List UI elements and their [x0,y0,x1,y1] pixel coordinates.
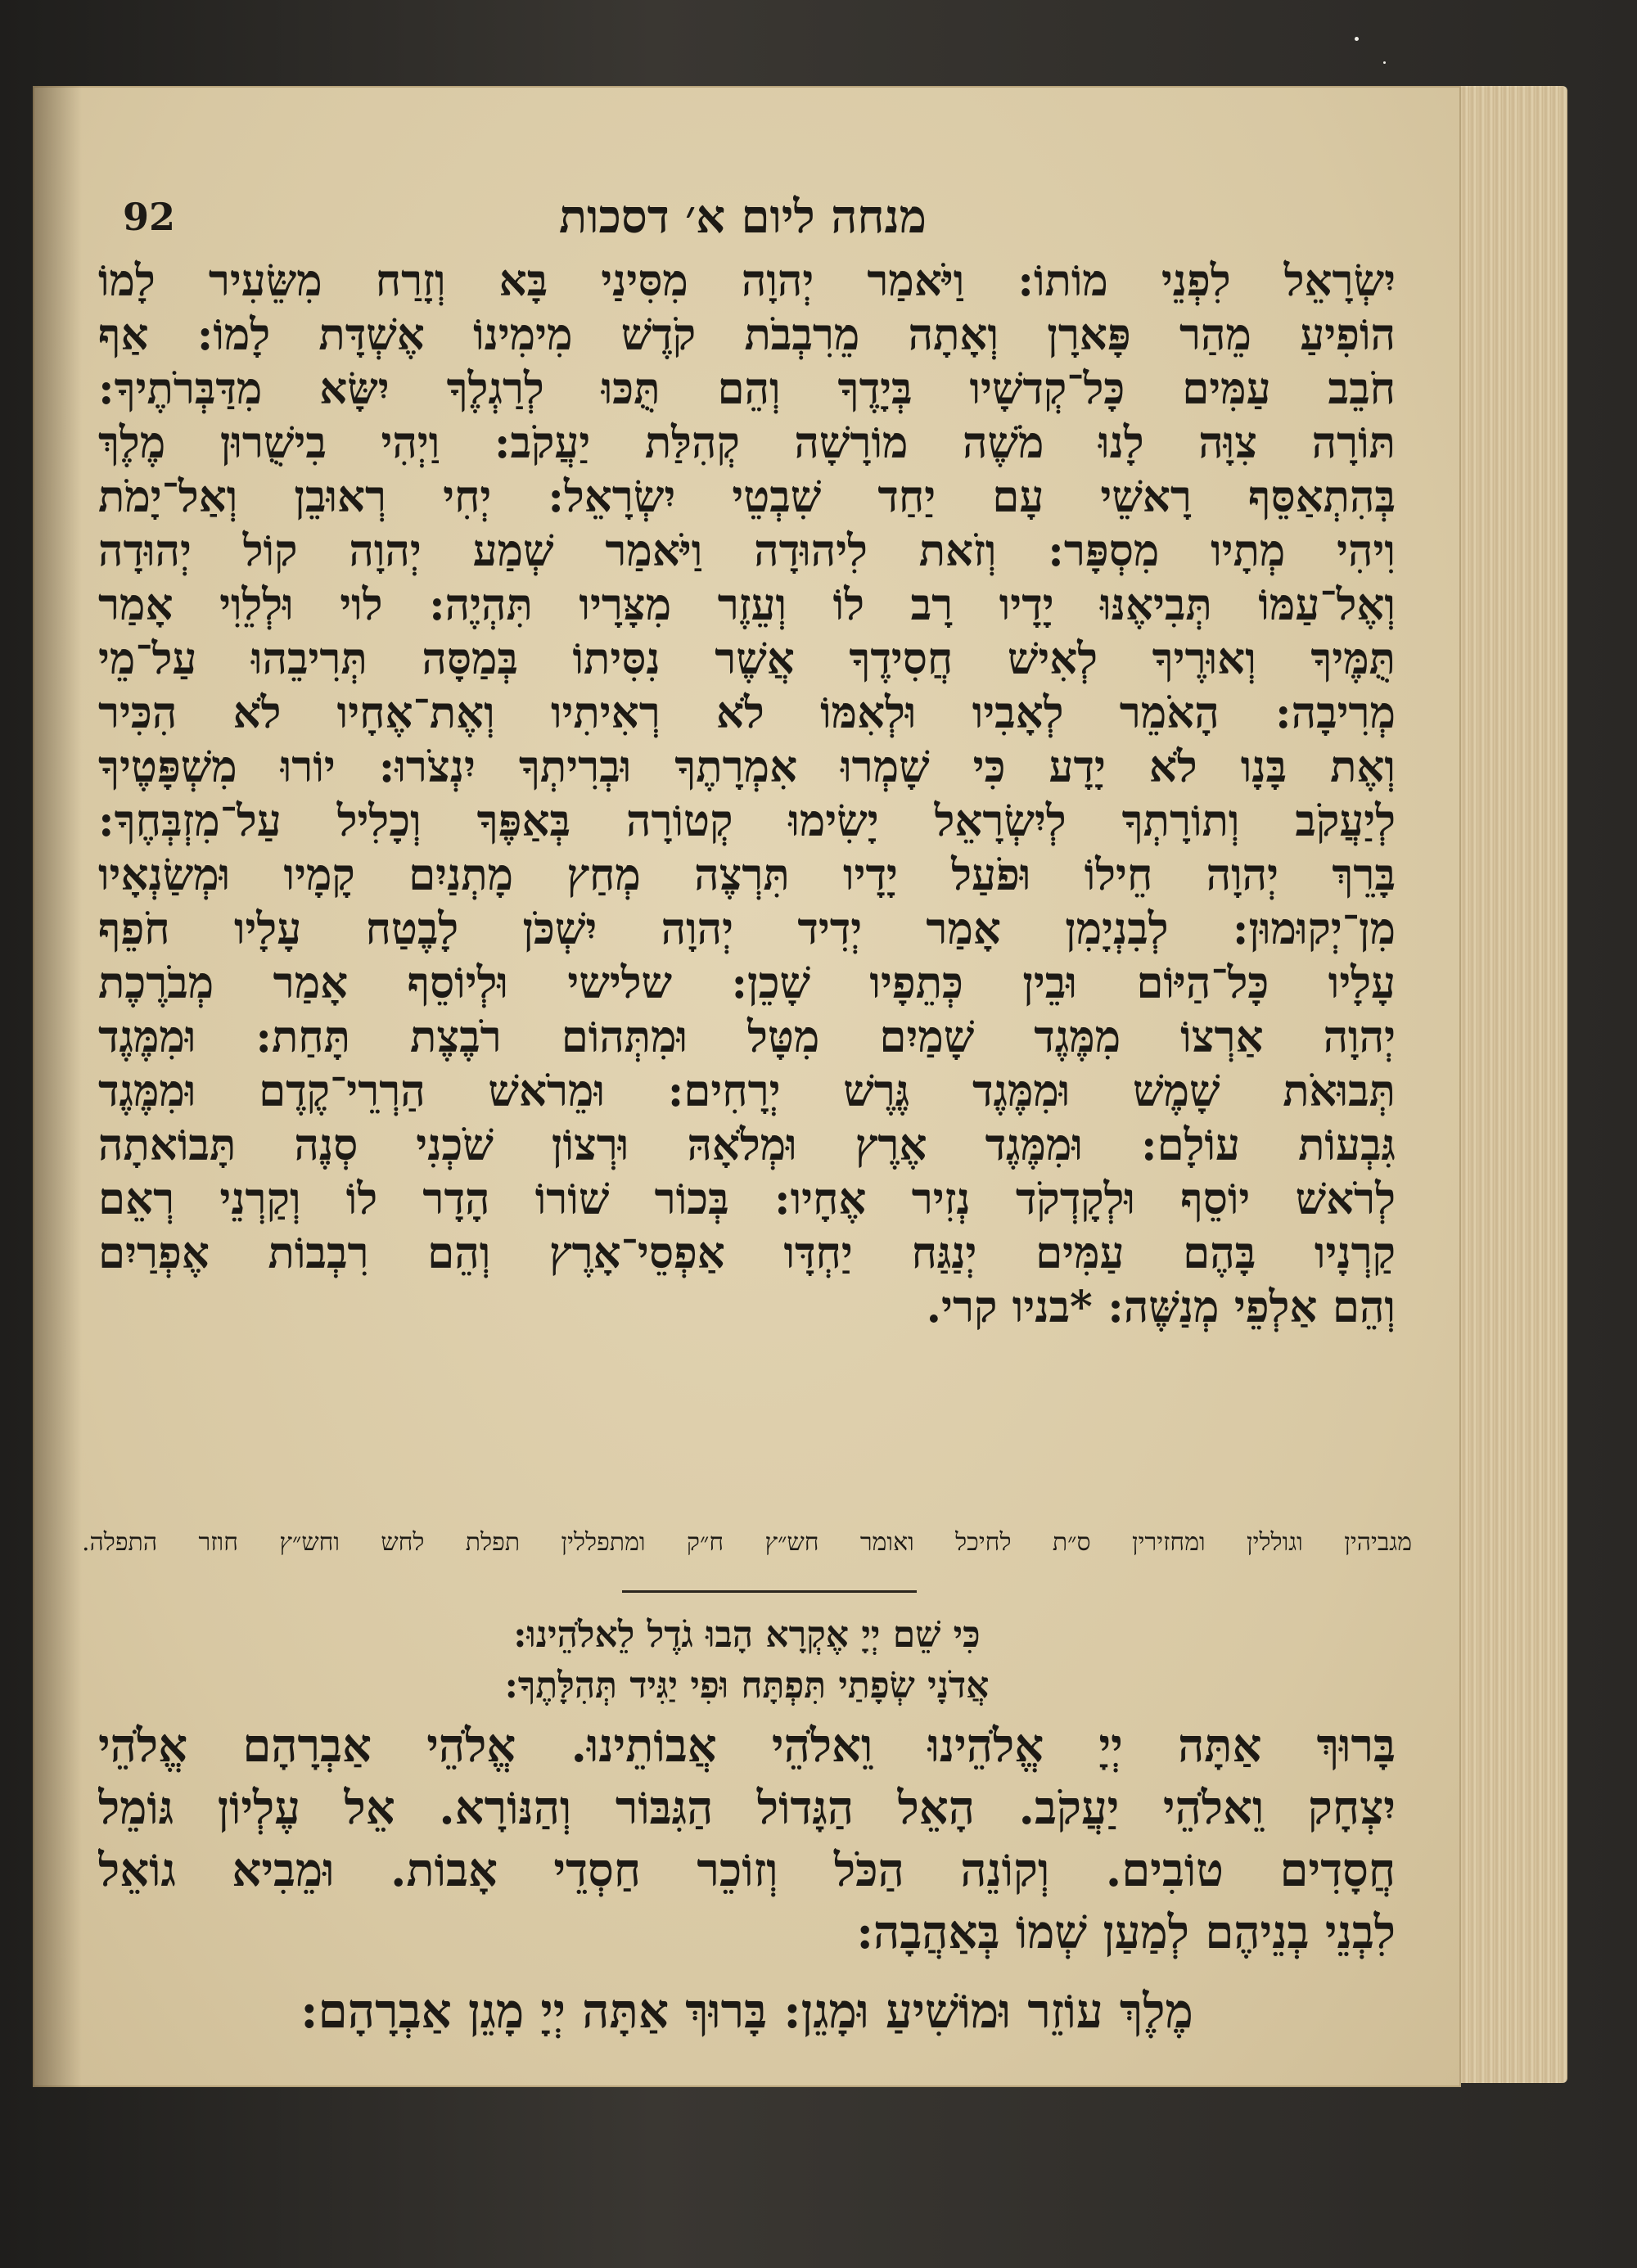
text-line: יְהוָה אַרְצוֹ מִמֶּגֶד שָׁמַיִם מִטָּל וּמִתְּהוֹם רֹבֶצֶת תָּחַת: וּמִמֶּגֶד [98,1012,1396,1062]
instruction-note: מגביהין וגוללין ומחזירין ס״ת לחיכל ואומר חש״ץ ח״ק ומתפללין תפלת לחש וחש״ץ חוזר התפלה. [82,1528,1412,1557]
text-line: וְאֶל־עַמּוֹ תְּבִיאֶנּוּ יָדָיו רָב לוֹ וְעֵזֶר מִצָּרָיו תִּהְיֶה: לוי וּלְלֵוִי אָמַר [98,579,1396,630]
text-line: עָלָיו כָּל־הַיּוֹם וּבֵין כְּתֵפָיו שָׁכֵן: שלישי וּלְיוֹסֵף אָמַר מְבֹרֶכֶת [98,958,1396,1008]
blessing-line: לִבְנֵי בְנֵיהֶם לְמַעַן שְׁמוֹ בְּאַהֲבָה: [856,1905,1396,1959]
text-line: לְרֹאשׁ יוֹסֵף וּלְקָדְקֹד נְזִיר אֶחָיו: בְּכוֹר שׁוֹרוֹ הָדָר לוֹ וְקַרְנֵי רְאֵם [98,1174,1396,1224]
text-line: לְיַעֲקֹב וְתוֹרָתְךָ לְיִשְׂרָאֵל יָשִׂימוּ קְטוֹרָה בְּאַפֶּךָ וְכָלִיל עַל־מִזְבְּחֶךָ: [98,796,1396,846]
text-line: וִיהִי מְתָיו מִסְפָּר: וְזֹאת לִיהוּדָה וַיֹּאמַר שְׁמַע יְהוָה קוֹל יְהוּדָה [98,525,1396,576]
text-line: וְהֵם אַלְפֵי מְנַשֶּׁה: *בניו קרי. [926,1282,1396,1332]
text-line: קַרְנָיו בָּהֶם עַמִּים יְנַגַּח יַחְדָּו אַפְסֵי־אָרֶץ וְהֵם רִבְבוֹת אֶפְרַיִם [98,1228,1396,1278]
section-divider [622,1590,917,1593]
text-line: בְּהִתְאַסֵּף רָאשֵׁי עָם יַחַד שִׁבְטֵי יִשְׂרָאֵל: יְחִי רְאוּבֵן וְאַל־יָמֹת [98,471,1396,522]
running-title: מנחה ליום א׳ דסכות [559,190,927,244]
text-line: יִשְׂרָאֵל לִפְנֵי מוֹתוֹ: וַיֹּאמַר יְהוָה מִסִּינַי בָּא וְזָרַח מִשֵּׂעִיר לָמוֹ [98,255,1396,306]
text-line: תּוֹרָה צִוָּה לָנוּ מֹשֶׁה מוֹרָשָׁה קְהִלַּת יַעֲקֹב: וַיְהִי בִישֻׁרוּן מֶלֶךְ [98,417,1396,468]
text-line: הוֹפִיעַ מֵהַר פָּארָן וְאָתָה מֵרִבְבֹת קֹדֶשׁ מִימִינוֹ אֶשְׁדָּת לָמוֹ: אַף [98,309,1396,360]
text-line: תְּבוּאֹת שָׁמֶשׁ וּמִמֶּגֶד גֶּרֶשׁ יְרָחִים: וּמֵרֹאשׁ הַרְרֵי־קֶדֶם וּמִמֶּגֶד [98,1066,1396,1116]
main-text-block [98,254,1396,1334]
closing-line: מֶלֶךְ עוֹזֵר וּמוֹשִׁיעַ וּמָגֵן: בָּרוּךְ אַתָּה יְיָ מָגֵן אַבְרָהָם: [300,1983,1193,2039]
book-page [33,86,1461,2087]
page-number: 92 [123,195,176,239]
text-line: גִּבְעוֹת עוֹלָם: וּמִמֶּגֶד אֶרֶץ וּמְלֹאָהּ וּרְצוֹן שֹׁכְנִי סְנֶה תָּבוֹאתָה [98,1120,1396,1170]
text-line: בָּרֵךְ יְהוָה חֵילוֹ וּפֹעַל יָדָיו תִּרְצֶה מְחַץ מָתְנַיִם קָמָיו וּמְשַׂנְאָיו [98,850,1396,900]
text-line: חֹבֵב עַמִּים כָּל־קְדשָׁיו בְּיָדֶךָ וְהֵם תֻּכּוּ לְרַגְלֶךָ יִשָּׂא מִדַּבְּרֹתֶיךָ: [98,363,1396,414]
verses-block [278,1610,1215,1711]
dust-speck [1355,37,1359,41]
dust-speck [1383,61,1386,64]
text-line: מִן־יְקוּמוּן: לְבִנְיָמִן אָמַר יְדִיד יְהוָה יִשְׁכֹּן לָבֶטַח עָלָיו חֹפֵף [98,904,1396,954]
page-header [123,180,1363,254]
blessing-line: חֲסָדִים טוֹבִים. וְקוֹנֵה הַכֹּל וְזוֹכֵר חַסְדֵי אָבוֹת. וּמֵבִיא גוֹאֵל [98,1843,1396,1897]
blessing-line: יִצְחָק וֵאלֹהֵי יַעֲקֹב. הָאֵל הַגָּדוֹל הַגִּבּוֹר וְהַנּוֹרָא. אֵל עֶלְיוֹן גּוֹמֵל [98,1781,1396,1835]
text-line: תֻּמֶּיךָ וְאוּרֶיךָ לְאִישׁ חֲסִידֶךָ אֲשֶׁר נִסִּיתוֹ בְּמַסָּה תְּרִיבֵהוּ עַל־מֵי [98,634,1396,684]
verse-line: כִּי שֵׁם יְיָ אֶקְרָא הָבוּ גֹדֶל לֵאלֹהֵינוּ: [513,1614,981,1656]
page-gutter-shadow [33,86,82,2087]
blessing-block [98,1715,1396,1964]
verse-line: אֲדֹנָי שְׂפָתַי תִּפְתָּח וּפִי יַגִּיד תְּהִלָּתֶךָ: [504,1665,990,1707]
text-line: וְאֶת בָּנָו לֹא יָדָע כִּי שָׁמְרוּ אִמְרָתֶךָ וּבְרִיתְךָ יִנְצֹרוּ: יוֹרוּ מִשְׁפָּטֶיךָ [98,742,1396,792]
blessing-line: בָּרוּךְ אַתָּה יְיָ אֱלֹהֵינוּ וֵאלֹהֵי אֲבוֹתֵינוּ. אֱלֹהֵי אַבְרָהָם אֱלֹהֵי [98,1719,1396,1773]
text-line: מְרִיבָה: הָאֹמֵר לְאָבִיו וּלְאִמּוֹ לֹא רְאִיתִיו וְאֶת־אֶחָיו לֹא הִכִּיר [98,688,1396,738]
